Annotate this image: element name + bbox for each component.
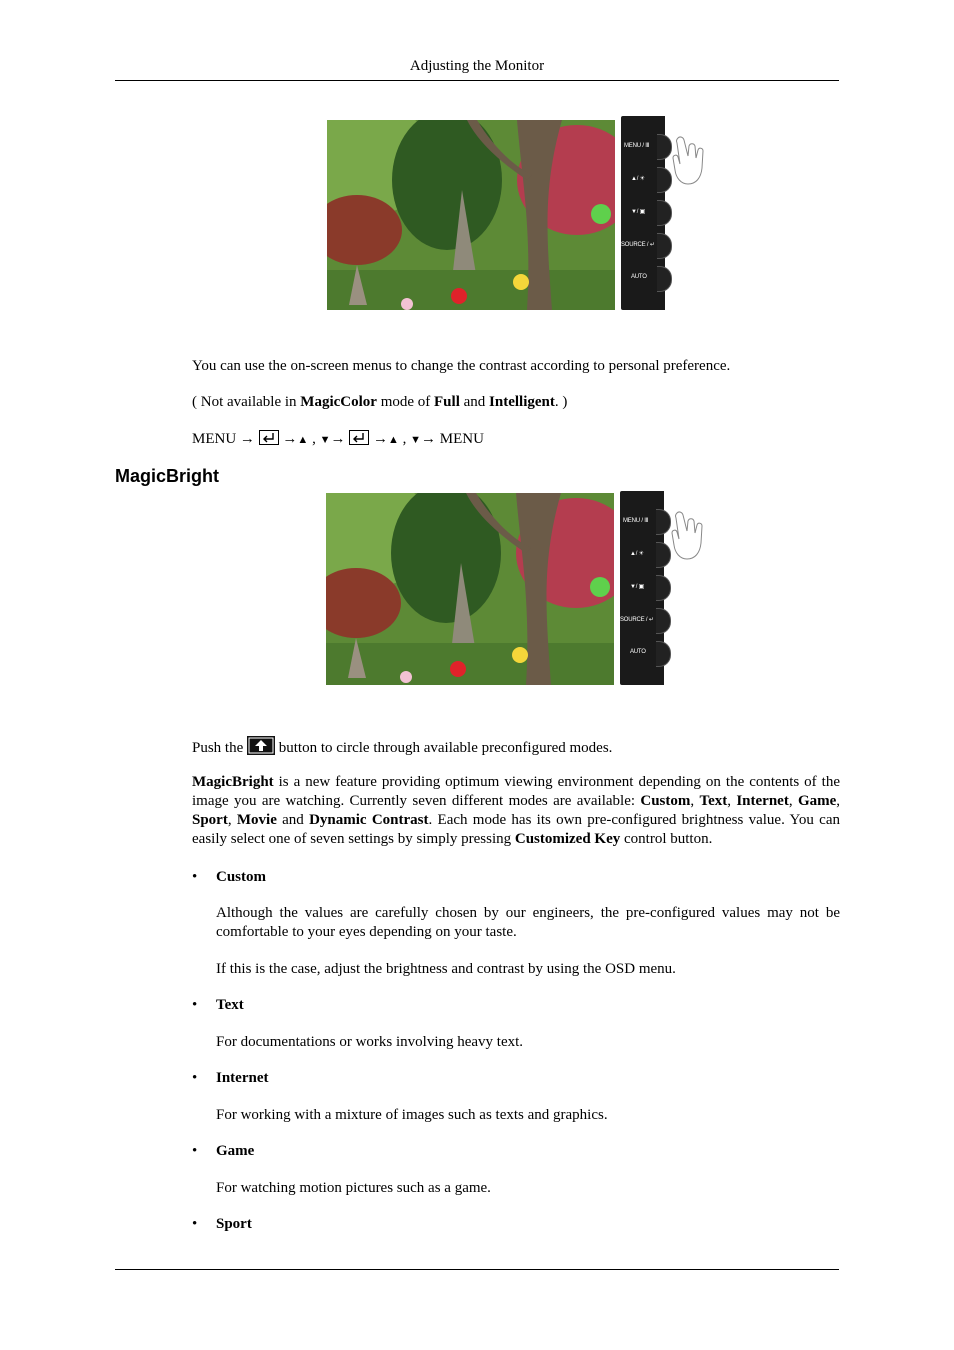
panel-label-menu: MENU / Ⅲ bbox=[623, 517, 649, 524]
garden-photo bbox=[326, 493, 614, 685]
panel-knob bbox=[656, 542, 671, 568]
list-bullet: • bbox=[192, 1143, 198, 1159]
mode-desc-text: For documentations or works involving heavy text. bbox=[216, 1034, 524, 1050]
monitor-button-panel bbox=[621, 116, 665, 310]
mode-name-custom: Custom bbox=[216, 869, 267, 885]
magicbright-push-instruction: Push the button to circle through available preconfigured modes. bbox=[192, 736, 840, 758]
panel-knob bbox=[657, 167, 672, 193]
panel-knob bbox=[657, 266, 672, 292]
mode-name-game: Game bbox=[216, 1143, 255, 1159]
panel-label-source: SOURCE / ↵ bbox=[620, 616, 654, 623]
panel-knob bbox=[657, 233, 672, 259]
magicbright-button-icon bbox=[247, 736, 275, 755]
up-arrow-icon: ▲ bbox=[387, 434, 399, 446]
panel-knob bbox=[656, 641, 671, 667]
panel-label-source: SOURCE / ↵ bbox=[621, 241, 655, 248]
list-bullet: • bbox=[192, 997, 198, 1013]
monitor-button-panel bbox=[620, 491, 664, 685]
mode-name-internet: Internet bbox=[216, 1070, 269, 1086]
mode-desc-custom: Although the values are carefully chosen by our engineers, the pre-configured values may not be comfortable to your eyes depending on your taste. bbox=[216, 905, 840, 940]
monitor-figure-1 bbox=[327, 116, 707, 312]
panel-knob bbox=[656, 608, 671, 634]
enter-key-icon bbox=[349, 430, 369, 445]
up-arrow-icon: ▲ bbox=[297, 434, 309, 446]
list-bullet: • bbox=[192, 869, 198, 885]
list-bullet: • bbox=[192, 1070, 198, 1086]
panel-knob bbox=[657, 134, 672, 160]
mode-desc-custom-2: If this is the case, adjust the brightness and contrast by using the OSD menu. bbox=[216, 961, 676, 977]
page-header-title: Adjusting the Monitor bbox=[409, 58, 545, 74]
mode-desc-internet: For working with a mixture of images such as texts and graphics. bbox=[216, 1107, 608, 1123]
contrast-availability-note: ( Not available in MagicColor mode of Full and Intelligent. ) bbox=[192, 394, 568, 410]
list-bullet: • bbox=[192, 1216, 198, 1232]
pointing-hand-icon bbox=[671, 509, 705, 561]
header-rule bbox=[115, 80, 839, 81]
panel-label-menu: MENU / Ⅲ bbox=[624, 142, 650, 149]
contrast-menu-path: MENU → →▲ , ▼→ →▲ , ▼→ MENU bbox=[192, 431, 484, 447]
footer-rule bbox=[115, 1269, 839, 1270]
panel-label-up: ▲/ ☀ bbox=[630, 550, 644, 557]
monitor-figure-2 bbox=[326, 491, 706, 687]
pointing-hand-icon bbox=[672, 134, 706, 186]
panel-label-auto: AUTO bbox=[631, 274, 647, 280]
panel-label-up: ▲/ ☀ bbox=[631, 175, 645, 182]
garden-photo bbox=[327, 120, 615, 310]
mode-name-text: Text bbox=[216, 997, 244, 1013]
enter-key-icon bbox=[259, 430, 279, 445]
mode-name-sport: Sport bbox=[216, 1216, 252, 1232]
panel-label-auto: AUTO bbox=[630, 649, 646, 655]
panel-knob bbox=[656, 509, 671, 535]
contrast-description: You can use the on-screen menus to change the contrast according to personal preference. bbox=[192, 358, 731, 374]
panel-label-down: ▼/ ▣ bbox=[631, 208, 646, 215]
down-arrow-icon: ▼ bbox=[410, 434, 421, 446]
mode-desc-game: For watching motion pictures such as a game. bbox=[216, 1180, 491, 1196]
panel-knob bbox=[657, 200, 672, 226]
section-heading-magicbright: MagicBright bbox=[115, 466, 220, 486]
panel-label-down: ▼/ ▣ bbox=[630, 583, 645, 590]
panel-knob bbox=[656, 575, 671, 601]
down-arrow-icon: ▼ bbox=[319, 434, 331, 446]
magicbright-intro: MagicBright is a new feature providing optimum viewing environment depending on the contents of the image you are watching. Currently seven different modes are available: Custom, Text, Internet, Game, Sport, Movie and Dynamic Contrast. Each mode has its own pre-configured brightness value. You can easily select one of seven settings by simply pressing Customized Key control button. bbox=[192, 774, 841, 847]
